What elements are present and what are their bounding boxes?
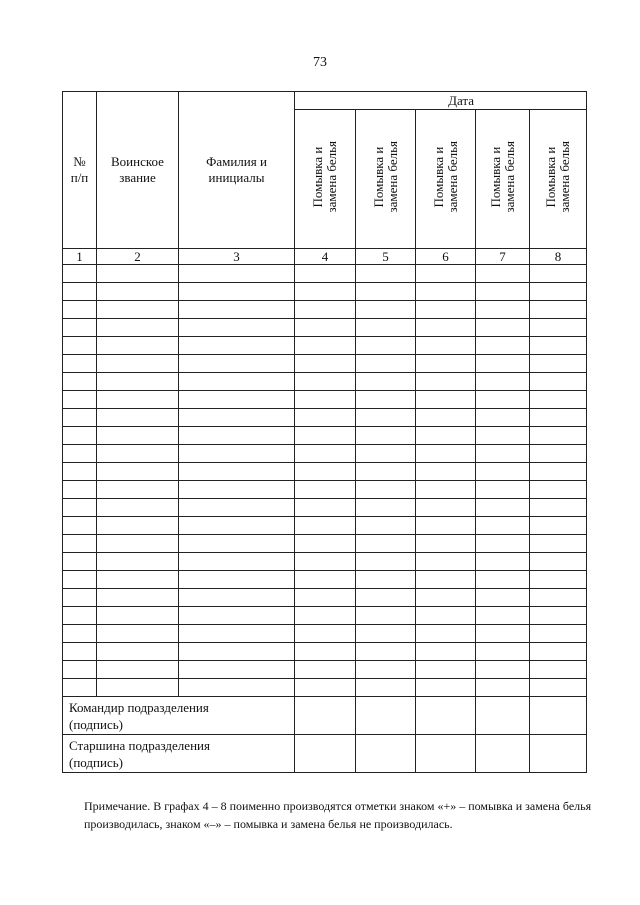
table-row: [63, 319, 587, 337]
table-cell[interactable]: [295, 265, 356, 283]
table-body: [63, 265, 587, 697]
table-row: [63, 625, 587, 643]
table-cell[interactable]: [97, 481, 179, 499]
table-cell[interactable]: [356, 499, 416, 517]
column-number: 7: [476, 249, 530, 265]
signature-cell[interactable]: [356, 697, 416, 735]
signature-cell[interactable]: [530, 735, 587, 773]
header-row-top: [63, 92, 587, 110]
column-number: 3: [179, 249, 295, 265]
table-cell[interactable]: [97, 571, 179, 589]
table-cell[interactable]: [530, 571, 587, 589]
table-row: [63, 409, 587, 427]
table-row: [63, 679, 587, 697]
table-cell[interactable]: [416, 553, 476, 571]
table-cell[interactable]: [530, 517, 587, 535]
table-cell[interactable]: [476, 661, 530, 679]
table-cell[interactable]: [97, 265, 179, 283]
header-col-7: Помывка и замена белья: [476, 110, 530, 249]
table-cell[interactable]: [295, 679, 356, 697]
table-cell[interactable]: [530, 553, 587, 571]
table-cell[interactable]: [179, 499, 295, 517]
table-cell[interactable]: [416, 517, 476, 535]
header-col-5: Помывка и замена белья: [356, 110, 416, 249]
table-cell[interactable]: [356, 319, 416, 337]
table-cell[interactable]: [530, 355, 587, 373]
header-date-group: Дата: [295, 92, 587, 110]
table-cell[interactable]: [530, 319, 587, 337]
table-cell[interactable]: [530, 661, 587, 679]
table-cell[interactable]: [416, 283, 476, 301]
table-cell[interactable]: [476, 643, 530, 661]
table-cell[interactable]: [63, 445, 97, 463]
table-row: [63, 571, 587, 589]
table-cell[interactable]: [63, 589, 97, 607]
table-cell[interactable]: [63, 337, 97, 355]
table-cell[interactable]: [97, 517, 179, 535]
table-cell[interactable]: [179, 589, 295, 607]
table-cell[interactable]: [530, 643, 587, 661]
table-cell[interactable]: [63, 391, 97, 409]
table-cell[interactable]: [179, 373, 295, 391]
table-cell[interactable]: [416, 481, 476, 499]
signature-cell[interactable]: [416, 697, 476, 735]
table-row: [63, 427, 587, 445]
header-col-6: Помывка и замена белья: [416, 110, 476, 249]
table-cell[interactable]: [179, 481, 295, 499]
table-cell[interactable]: [63, 283, 97, 301]
table-row: [63, 283, 587, 301]
table-cell[interactable]: [416, 391, 476, 409]
table-cell[interactable]: [476, 535, 530, 553]
table-cell[interactable]: [356, 517, 416, 535]
page-number: 73: [313, 55, 327, 70]
table-cell[interactable]: [416, 661, 476, 679]
table-cell[interactable]: [530, 445, 587, 463]
table-cell[interactable]: [416, 337, 476, 355]
table-row: [63, 607, 587, 625]
table-cell[interactable]: [356, 679, 416, 697]
table-cell[interactable]: [295, 553, 356, 571]
table-cell[interactable]: [476, 355, 530, 373]
table-cell[interactable]: [63, 481, 97, 499]
signature-cell[interactable]: [476, 697, 530, 735]
table-cell[interactable]: [179, 625, 295, 643]
table-row: [63, 481, 587, 499]
column-number: 8: [530, 249, 587, 265]
table-cell[interactable]: [63, 427, 97, 445]
table-cell[interactable]: [179, 355, 295, 373]
table-cell[interactable]: [356, 661, 416, 679]
table-cell[interactable]: [97, 319, 179, 337]
table-cell[interactable]: [416, 535, 476, 553]
table-row: [63, 553, 587, 571]
table-cell[interactable]: [476, 589, 530, 607]
table-row: [63, 373, 587, 391]
column-number: 4: [295, 249, 356, 265]
table-cell[interactable]: [356, 391, 416, 409]
table-cell[interactable]: [295, 571, 356, 589]
table-cell[interactable]: [530, 265, 587, 283]
table-cell[interactable]: [97, 679, 179, 697]
table-row: [63, 535, 587, 553]
column-number: 2: [97, 249, 179, 265]
table-cell[interactable]: [97, 355, 179, 373]
table-cell[interactable]: [63, 679, 97, 697]
table-row: [63, 355, 587, 373]
table-cell[interactable]: [476, 301, 530, 319]
table-cell[interactable]: [356, 625, 416, 643]
table-cell[interactable]: [530, 625, 587, 643]
table-cell[interactable]: [416, 589, 476, 607]
table-cell[interactable]: [476, 679, 530, 697]
table-cell[interactable]: [97, 553, 179, 571]
table-cell[interactable]: [476, 337, 530, 355]
table-cell[interactable]: [476, 427, 530, 445]
table-cell[interactable]: [356, 373, 416, 391]
table-cell[interactable]: [476, 373, 530, 391]
table-cell[interactable]: [416, 409, 476, 427]
table-cell[interactable]: [295, 409, 356, 427]
table-cell[interactable]: [416, 499, 476, 517]
table-cell[interactable]: [179, 679, 295, 697]
table-cell[interactable]: [356, 589, 416, 607]
table-cell[interactable]: [416, 463, 476, 481]
table-cell[interactable]: [356, 445, 416, 463]
table-cell[interactable]: [530, 301, 587, 319]
table-cell[interactable]: [63, 517, 97, 535]
table-cell[interactable]: [416, 319, 476, 337]
signature-cell[interactable]: [530, 697, 587, 735]
table-cell[interactable]: [295, 283, 356, 301]
table-cell[interactable]: [476, 391, 530, 409]
table-cell[interactable]: [295, 589, 356, 607]
table-row: [63, 337, 587, 355]
table-cell[interactable]: [416, 355, 476, 373]
table-cell[interactable]: [179, 391, 295, 409]
table-cell[interactable]: [179, 517, 295, 535]
table-cell[interactable]: [97, 427, 179, 445]
header-rank: Воинское звание: [97, 92, 179, 249]
table-cell[interactable]: [63, 643, 97, 661]
table-cell[interactable]: [356, 553, 416, 571]
table-cell[interactable]: [476, 499, 530, 517]
table-cell[interactable]: [97, 445, 179, 463]
table-cell[interactable]: [97, 373, 179, 391]
header-name: Фамилия и инициалы: [179, 92, 295, 249]
table-cell[interactable]: [356, 283, 416, 301]
table-cell[interactable]: [416, 607, 476, 625]
commander-signature-row: [63, 697, 587, 735]
table-cell[interactable]: [295, 445, 356, 463]
column-number: 5: [356, 249, 416, 265]
table-cell[interactable]: [476, 463, 530, 481]
table-cell[interactable]: [416, 301, 476, 319]
table-cell[interactable]: [356, 571, 416, 589]
table-cell[interactable]: [295, 427, 356, 445]
table-cell[interactable]: [530, 463, 587, 481]
table-cell[interactable]: [295, 643, 356, 661]
table-cell[interactable]: [356, 337, 416, 355]
header-col-8: Помывка и замена белья: [530, 110, 587, 249]
table-cell[interactable]: [179, 319, 295, 337]
table-cell[interactable]: [476, 571, 530, 589]
table-cell[interactable]: [530, 337, 587, 355]
table-cell[interactable]: [179, 535, 295, 553]
table-cell[interactable]: [63, 355, 97, 373]
table-cell[interactable]: [295, 481, 356, 499]
table-row: [63, 589, 587, 607]
table-cell[interactable]: [356, 427, 416, 445]
table-cell[interactable]: [63, 553, 97, 571]
table-cell[interactable]: [476, 607, 530, 625]
table-cell[interactable]: [295, 607, 356, 625]
table-cell[interactable]: [356, 643, 416, 661]
table-cell[interactable]: [530, 607, 587, 625]
table-cell[interactable]: [295, 373, 356, 391]
table-cell[interactable]: [179, 463, 295, 481]
table-cell[interactable]: [476, 517, 530, 535]
footnote: Примечание. В графах 4 – 8 поименно производятся отметки знаком «+» – помывка и замена белья производилась, знаком «–» – помывка и замена белья не производилась.: [84, 799, 592, 831]
bath-log-table: [62, 91, 587, 773]
table-cell[interactable]: [63, 607, 97, 625]
table-cell[interactable]: [179, 445, 295, 463]
column-number: 1: [63, 249, 97, 265]
table-cell[interactable]: [179, 427, 295, 445]
header-number: № п/п: [63, 92, 97, 249]
table-cell[interactable]: [295, 301, 356, 319]
table-cell[interactable]: [63, 319, 97, 337]
table-cell[interactable]: [179, 283, 295, 301]
table-row: [63, 517, 587, 535]
table-cell[interactable]: [356, 301, 416, 319]
signature-cell[interactable]: [295, 735, 356, 773]
signature-cell[interactable]: [295, 697, 356, 735]
table-cell[interactable]: [295, 391, 356, 409]
table-cell[interactable]: [63, 463, 97, 481]
table-cell[interactable]: [530, 427, 587, 445]
table-cell[interactable]: [179, 337, 295, 355]
table-cell[interactable]: [476, 265, 530, 283]
table-cell[interactable]: [416, 373, 476, 391]
table-cell[interactable]: [416, 427, 476, 445]
header-col-4: Помывка и замена белья: [295, 110, 356, 249]
table-cell[interactable]: [295, 625, 356, 643]
table-cell[interactable]: [179, 301, 295, 319]
table-cell[interactable]: [356, 409, 416, 427]
table-cell[interactable]: [63, 265, 97, 283]
table-cell[interactable]: [356, 265, 416, 283]
table-cell[interactable]: [530, 481, 587, 499]
table-cell[interactable]: [97, 283, 179, 301]
table-cell[interactable]: [476, 625, 530, 643]
table-cell[interactable]: [416, 643, 476, 661]
table-cell[interactable]: [179, 571, 295, 589]
table-cell[interactable]: [530, 283, 587, 301]
signature-cell[interactable]: [356, 735, 416, 773]
signature-cell[interactable]: [476, 735, 530, 773]
table-cell[interactable]: [416, 679, 476, 697]
table-cell[interactable]: [295, 499, 356, 517]
table-cell[interactable]: [179, 643, 295, 661]
table-cell[interactable]: [356, 607, 416, 625]
table-cell[interactable]: [530, 373, 587, 391]
table-cell[interactable]: [63, 625, 97, 643]
table-cell[interactable]: [476, 283, 530, 301]
table-cell[interactable]: [295, 319, 356, 337]
table-cell[interactable]: [416, 265, 476, 283]
table-cell[interactable]: [63, 571, 97, 589]
table-cell[interactable]: [530, 391, 587, 409]
table-cell[interactable]: [356, 463, 416, 481]
table-cell[interactable]: [179, 607, 295, 625]
table-cell[interactable]: [530, 409, 587, 427]
table-row: [63, 643, 587, 661]
table-cell[interactable]: [97, 643, 179, 661]
table-cell[interactable]: [63, 661, 97, 679]
table-cell[interactable]: [97, 589, 179, 607]
table-cell[interactable]: [179, 409, 295, 427]
table-cell[interactable]: [97, 301, 179, 319]
table-cell[interactable]: [476, 319, 530, 337]
signature-cell[interactable]: [416, 735, 476, 773]
table-cell[interactable]: [97, 409, 179, 427]
table-row: [63, 661, 587, 679]
table-row: [63, 391, 587, 409]
table-cell[interactable]: [97, 391, 179, 409]
table-cell[interactable]: [530, 589, 587, 607]
table-cell[interactable]: [97, 337, 179, 355]
table-cell[interactable]: [356, 481, 416, 499]
table-cell[interactable]: [476, 445, 530, 463]
table-cell[interactable]: [530, 679, 587, 697]
table-cell[interactable]: [476, 481, 530, 499]
table-cell[interactable]: [416, 625, 476, 643]
table-cell[interactable]: [295, 535, 356, 553]
table-cell[interactable]: [356, 355, 416, 373]
table-cell[interactable]: [530, 499, 587, 517]
table-cell[interactable]: [97, 535, 179, 553]
table-cell[interactable]: [476, 553, 530, 571]
table-cell[interactable]: [179, 265, 295, 283]
column-number-row: [63, 249, 587, 265]
table-cell[interactable]: [63, 535, 97, 553]
table-cell[interactable]: [295, 661, 356, 679]
table-cell[interactable]: [97, 661, 179, 679]
table-cell[interactable]: [63, 409, 97, 427]
table-cell[interactable]: [97, 625, 179, 643]
table-cell[interactable]: [416, 445, 476, 463]
table-cell[interactable]: [416, 571, 476, 589]
table-cell[interactable]: [179, 661, 295, 679]
table-cell[interactable]: [179, 553, 295, 571]
table-cell[interactable]: [295, 337, 356, 355]
sergeant-signature-row: [63, 735, 587, 773]
table-row: [63, 499, 587, 517]
table-cell[interactable]: [63, 373, 97, 391]
table-cell[interactable]: [63, 301, 97, 319]
table-row: [63, 463, 587, 481]
table-cell[interactable]: [295, 463, 356, 481]
table-cell[interactable]: [476, 409, 530, 427]
table-cell[interactable]: [97, 499, 179, 517]
table-cell[interactable]: [295, 517, 356, 535]
table-cell[interactable]: [356, 535, 416, 553]
table-cell[interactable]: [530, 535, 587, 553]
table-cell[interactable]: [97, 607, 179, 625]
table-row: [63, 265, 587, 283]
commander-signature-label: Командир подразделения (подпись): [63, 697, 295, 735]
sergeant-signature-label: Старшина подразделения (подпись): [63, 735, 295, 773]
table-cell[interactable]: [63, 499, 97, 517]
table-cell[interactable]: [97, 463, 179, 481]
column-number: 6: [416, 249, 476, 265]
table-row: [63, 301, 587, 319]
table-cell[interactable]: [295, 355, 356, 373]
table-row: [63, 445, 587, 463]
